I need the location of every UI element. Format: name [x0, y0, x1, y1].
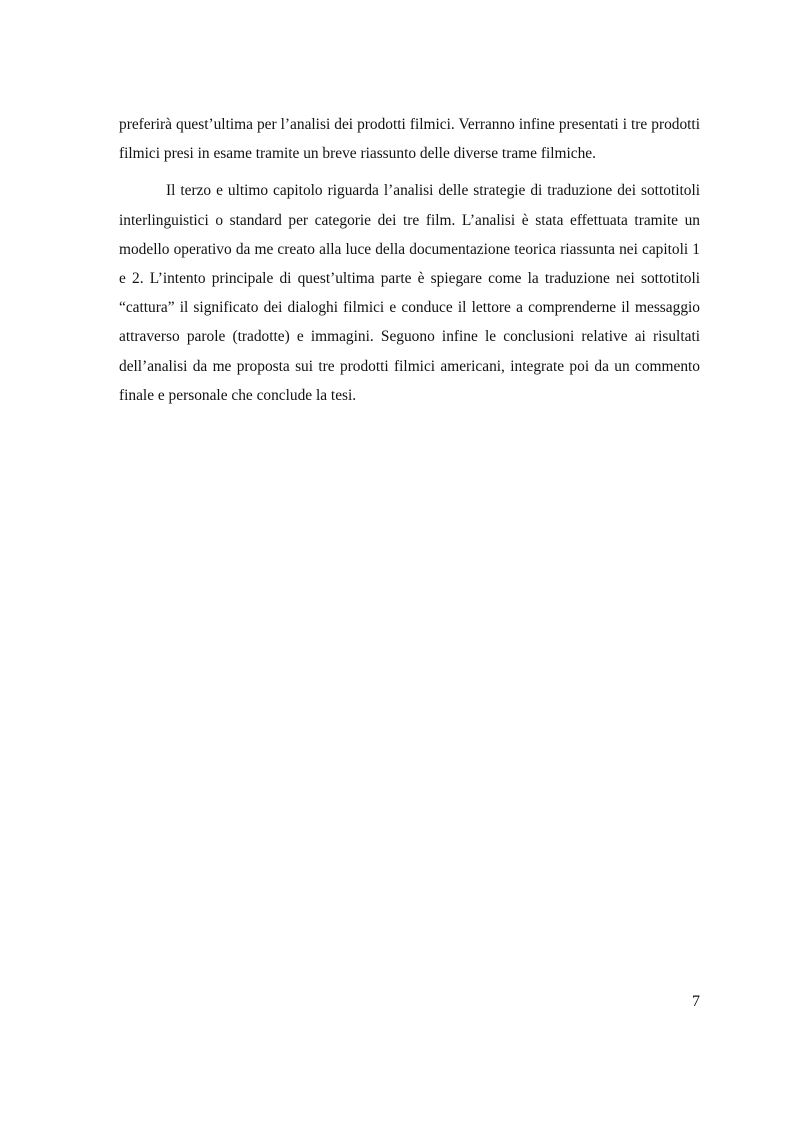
paragraph-third-chapter: Il terzo e ultimo capitolo riguarda l’analisi delle strategie di traduzione dei sottotitoli interlinguistici o standard per categorie dei tre film. L’analisi è stata effettuata tramite un modello operativo da me creato alla luce della documentazione teorica riassunta nei capitoli 1 e 2. L’intento principale di quest’ultima parte è spiegare come la traduzione nei sottotitoli “cattura” il significato dei dialoghi filmici e conduce il lettore a comprenderne il messaggio attraverso parole (tradotte) e immagini. Seguono infine le conclusioni relative ai risultati dell’analisi da me proposta sui tre prodotti filmici americani, integrate poi da un commento finale e personale che conclude la tesi. — [119, 182, 700, 404]
page-number: 7 — [692, 993, 700, 1010]
paragraph-continuation: preferirà quest’ultima per l’analisi dei prodotti filmici. Verranno infine presentati i tre prodotti filmici presi in esame tramite un breve riassunto delle diverse trame filmiche. — [119, 116, 700, 163]
body-text — [119, 110, 700, 410]
